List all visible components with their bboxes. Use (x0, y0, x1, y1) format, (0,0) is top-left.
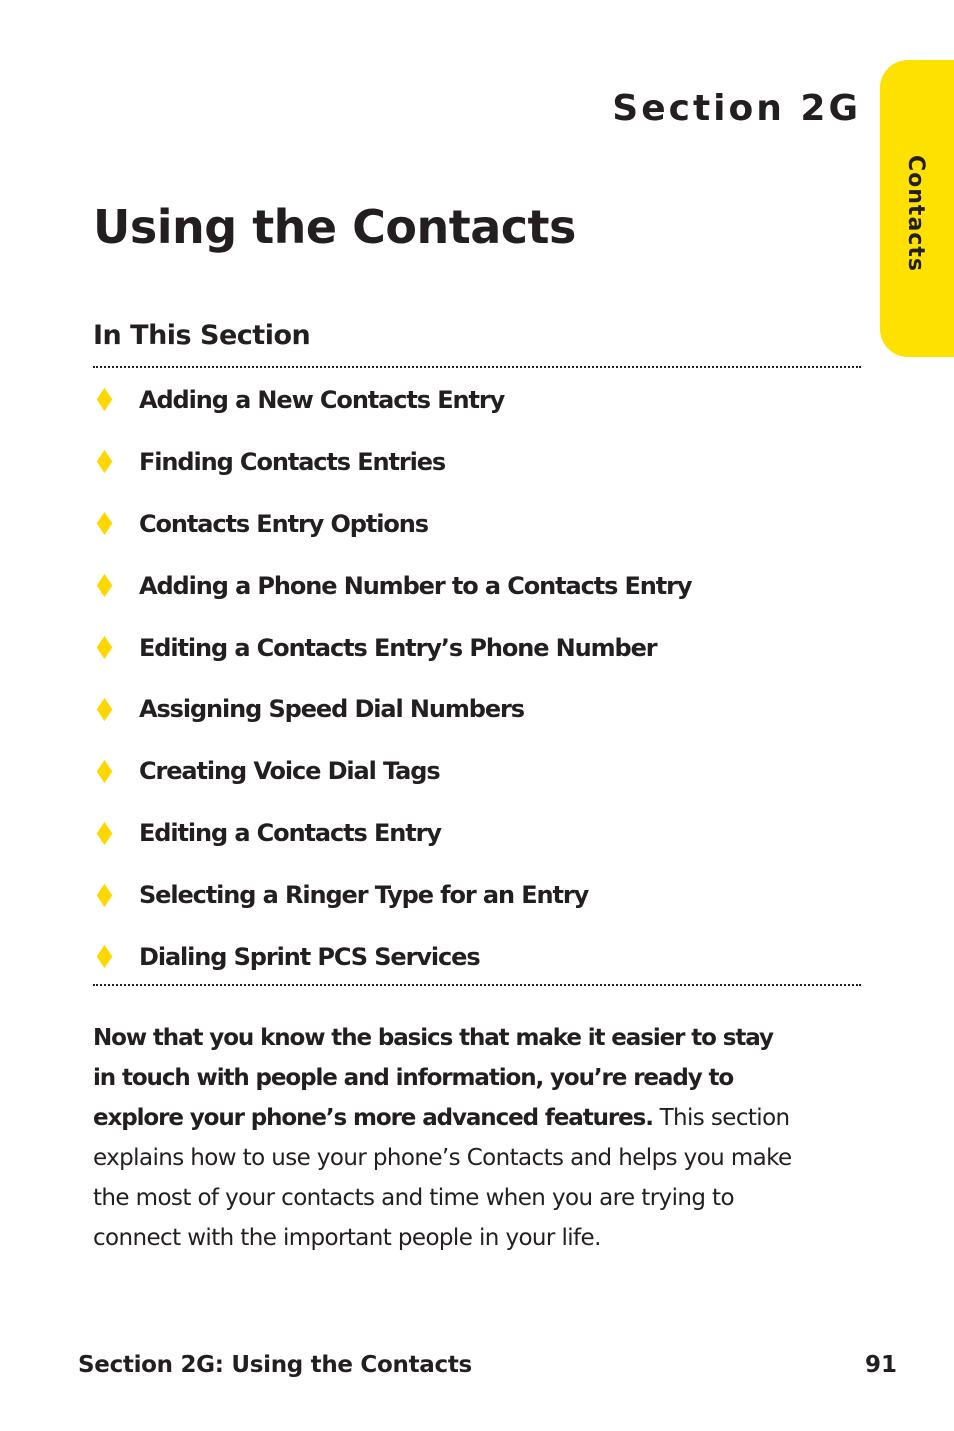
section-contents-list (93, 369, 861, 988)
list-item-label: Contacts Entry Options (139, 509, 428, 538)
diamond-icon (97, 512, 113, 535)
diamond-icon (97, 698, 113, 721)
list-item (93, 369, 861, 431)
in-this-section-heading: In This Section (93, 320, 311, 351)
list-item (93, 493, 861, 555)
diamond-icon (97, 883, 113, 906)
list-item (93, 802, 861, 864)
dotted-divider-top (93, 366, 861, 368)
list-item-label: Adding a Phone Number to a Contacts Entry (139, 571, 692, 600)
diamond-icon (97, 388, 113, 411)
diamond-icon (97, 760, 113, 783)
list-item-label: Adding a New Contacts Entry (139, 385, 505, 414)
page-number: 91 (864, 1352, 897, 1378)
list-item-label: Dialing Sprint PCS Services (139, 942, 480, 971)
list-item (93, 740, 861, 802)
diamond-icon (97, 822, 113, 845)
list-item (93, 926, 861, 988)
footer-section-title: Section 2G: Using the Contacts (78, 1352, 472, 1378)
list-item-label: Selecting a Ringer Type for an Entry (139, 881, 589, 910)
list-item (93, 864, 861, 926)
intro-lead-text: Now that you know the basics that make it easier to stay in touch with people and information, you’re ready to explore your phone’s more advanced features. (93, 1025, 773, 1131)
diamond-icon (97, 574, 113, 597)
list-item (93, 678, 861, 740)
dotted-divider-bottom (93, 984, 861, 986)
diamond-icon (97, 636, 113, 659)
intro-body-text: This section explains how to use your phone’s Contacts and helps you make the most of your contacts and time when you are trying to connect with the important people in your life. (93, 1105, 792, 1251)
list-item-label: Finding Contacts Entries (139, 447, 446, 476)
list-item-label: Assigning Speed Dial Numbers (139, 695, 524, 724)
list-item-label: Editing a Contacts Entry (139, 819, 441, 848)
list-item (93, 431, 861, 493)
list-item (93, 617, 861, 679)
side-tab-label: Contacts (903, 155, 928, 272)
list-item-label: Creating Voice Dial Tags (139, 757, 440, 786)
section-label: Section 2G (612, 88, 861, 129)
intro-paragraph (93, 1018, 793, 1258)
list-item-label: Editing a Contacts Entry’s Phone Number (139, 633, 657, 662)
diamond-icon (97, 945, 113, 968)
diamond-icon (97, 450, 113, 473)
page-title: Using the Contacts (93, 200, 576, 254)
list-item (93, 555, 861, 617)
